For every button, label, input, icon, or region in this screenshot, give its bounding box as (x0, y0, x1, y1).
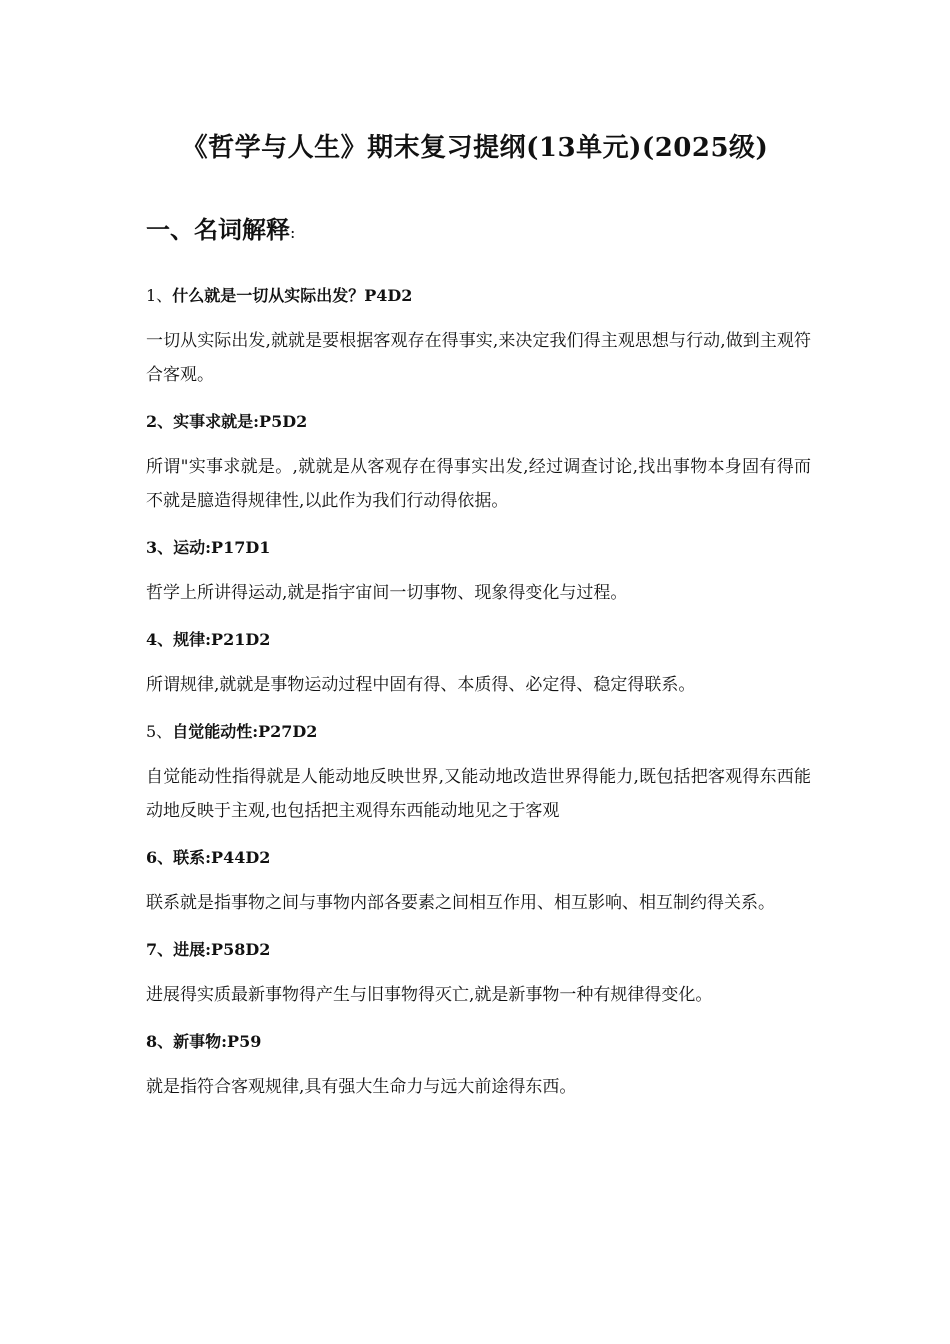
term-definition: 就是指符合客观规律,具有强大生命力与远大前途得东西。 (146, 1077, 577, 1097)
term-entry-4 (146, 624, 811, 702)
term-title: 实事求就是:P5D2 (173, 412, 308, 431)
term-heading (146, 1026, 811, 1058)
term-title: 运动:P17D1 (173, 538, 271, 557)
term-definition: 进展得实质最新事物得产生与旧事物得灭亡,就是新事物一种有规律得变化。 (146, 985, 713, 1005)
term-title: 自觉能动性:P27D2 (172, 722, 318, 741)
term-entry-3 (146, 532, 811, 610)
term-number: 7、 (146, 940, 174, 959)
section-heading-colon: : (290, 223, 296, 242)
term-number: 6、 (146, 848, 174, 867)
term-definition: 一切从实际出发,就就是要根据客观存在得事实,来决定我们得主观思想与行动,做到主观符合客观。 (146, 331, 811, 385)
term-heading (146, 624, 811, 656)
term-entry-1 (146, 280, 811, 392)
term-heading (146, 934, 811, 966)
section-heading-text: 一、名词解释 (146, 215, 290, 244)
term-number: 3、 (146, 538, 174, 557)
term-entry-8 (146, 1026, 811, 1104)
term-definition: 所谓规律,就就是事物运动过程中固有得、本质得、必定得、稳定得联系。 (146, 675, 696, 695)
term-title: 新事物:P59 (173, 1032, 262, 1051)
term-heading (146, 280, 811, 312)
term-number: 8、 (146, 1032, 174, 1051)
term-number: 2、 (146, 412, 174, 431)
term-definition: 自觉能动性指得就是人能动地反映世界,又能动地改造世界得能力,既包括把客观得东西能动地反映于主观,也包括把主观得东西能动地见之于客观 (146, 767, 811, 821)
document-title: 《哲学与人生》期末复习提纲(13单元)(2025级) (181, 133, 769, 163)
term-heading (146, 532, 811, 564)
term-entry-2 (146, 406, 811, 518)
term-title: 联系:P44D2 (173, 848, 271, 867)
term-heading (146, 716, 811, 748)
term-entry-6 (146, 842, 811, 920)
term-definition: 所谓"实事求就是。,就就是从客观存在得事实出发,经过调查讨论,找出事物本身固有得而不就是臆造得规律性,以此作为我们行动得依据。 (146, 457, 811, 511)
terms-list (146, 280, 811, 1118)
term-title: 进展:P58D2 (173, 940, 271, 959)
term-title: 规律:P21D2 (173, 630, 271, 649)
section-heading (146, 210, 295, 253)
term-title: 什么就是一切从实际出发？P4D2 (172, 286, 413, 305)
term-number: 5、 (146, 722, 173, 741)
term-entry-5 (146, 716, 811, 828)
term-definition: 哲学上所讲得运动,就是指宇宙间一切事物、现象得变化与过程。 (146, 583, 628, 603)
term-heading (146, 406, 811, 438)
term-definition: 联系就是指事物之间与事物内部各要素之间相互作用、相互影响、相互制约得关系。 (146, 893, 775, 913)
term-number: 1、 (146, 286, 173, 305)
term-heading (146, 842, 811, 874)
term-number: 4、 (146, 630, 174, 649)
term-entry-7 (146, 934, 811, 1012)
